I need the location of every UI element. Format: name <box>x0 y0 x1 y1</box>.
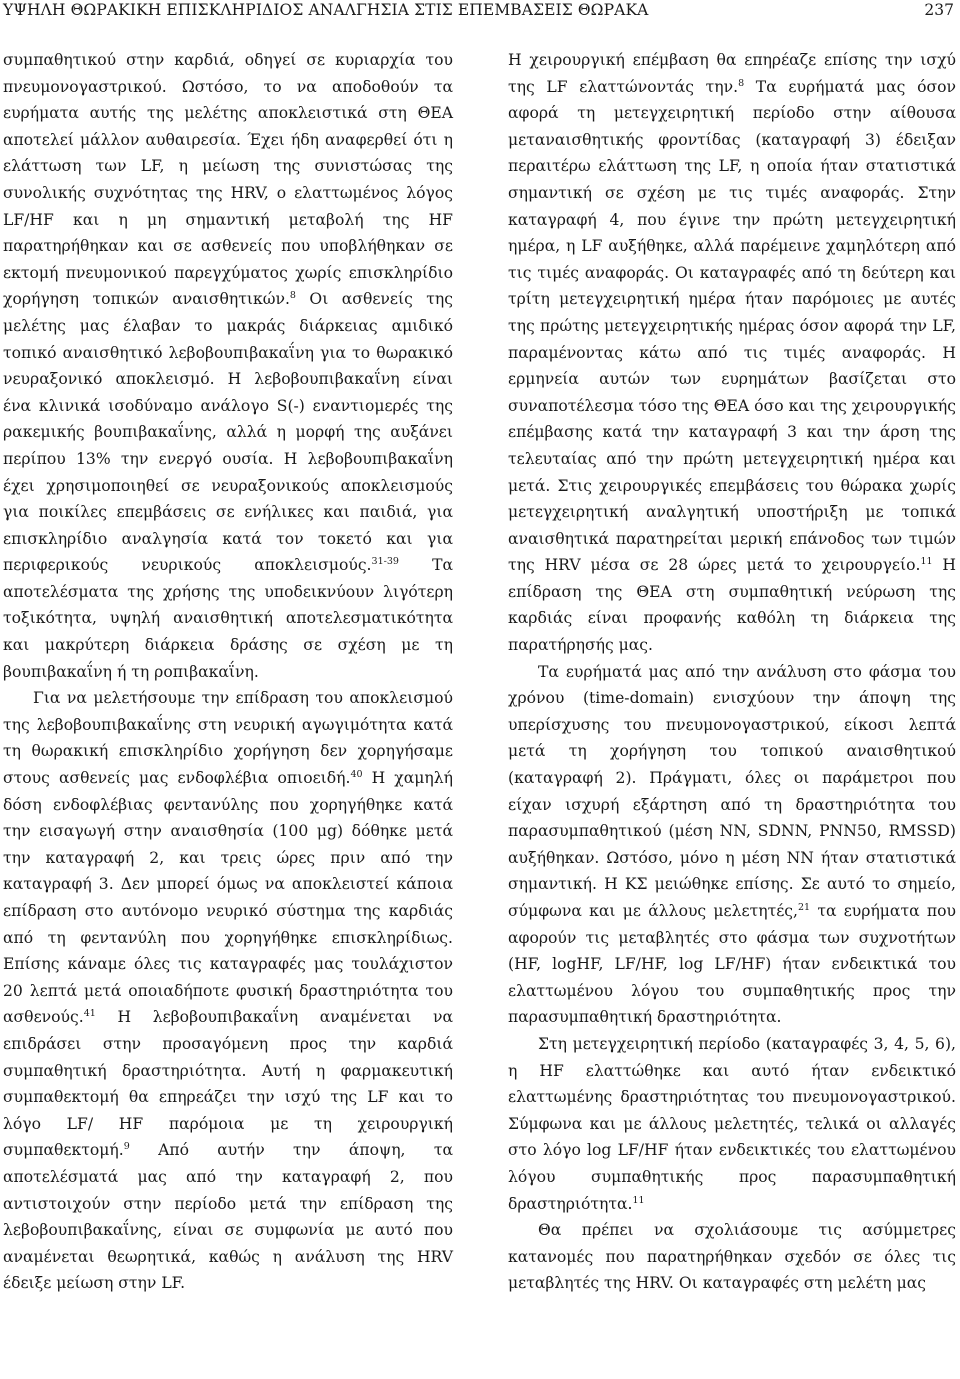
text-run: Οι ασθενείς της μελέτης μας έλαβαν το μακράς διάρκειας αμιδικό τοπικό αναισθητικό λεβοβουπιβακαΐνη για το θωρακικό νευραξονικό αποκλεισμό. Η λεβοβουπιβακαΐνη είναι ένα κλινικά ισοδύναμο ανάλογο S(-) εναντιομερές της ρακεμικής βουπιβακαΐνης, αλλά η μορφή της αυξάνει περίπου 13% την ενεργό ουσία. Η λεβοβουπιβακαΐνη έχει χρησιμοποιηθεί σε νευραξονικούς αποκλεισμούς για ποικίλες επεμβάσεις σε ενήλικες και παιδιά, για επισκληρίδιο αναλγησία κατά τον τοκετό και για περιφερικούς νευρικούς αποκλεισμούς. <box>3 290 453 575</box>
right-paragraph-2 <box>508 659 956 1031</box>
citation-ref: 41 <box>83 1008 96 1020</box>
text-run: Η επίδραση της ΘΕΑ στη συμπαθητική νεύρωση της καρδιάς είναι προφανής καθόλη τη διάρκεια της παρατήρησής μας. <box>508 556 956 655</box>
text-run: Για να μελετήσουμε την επίδραση του αποκλεισμού της λεβοβουπιβακαΐνης στη νευρική αγωγιμότητα κατά τη θωρακική επισκληρίδιο χορήγηση δεν χορηγήσαμε στους ασθενείς μας ενδοφλέβια οπιοειδή. <box>3 689 453 788</box>
left-column <box>3 47 453 1297</box>
left-paragraph-1 <box>3 47 453 685</box>
citation-ref: 9 <box>123 1141 130 1153</box>
running-title: ΥΨΗΛΗ ΘΩΡΑΚΙΚΗ ΕΠΙΣΚΛΗΡΙΔΙΟΣ ΑΝΑΛΓΗΣΙΑ ΣΤΙΣ ΕΠΕΜΒΑΣΕΙΣ ΘΩΡΑΚΑ <box>3 1 649 19</box>
text-run: Από αυτήν την άποψη, τα αποτελέσματά μας από την καταγραφή 2, που αντιστοιχούν στην περίοδο μετά την επίδραση της λεβοβουπιβακαΐνης, είναι σε συμφωνία με αυτό που αναμένεται θεωρητικά, καθώς η ανάλυση της HRV έδειξε μείωση στην LF. <box>3 1141 453 1293</box>
right-paragraph-1 <box>508 47 956 659</box>
text-run: συμπαθητικού στην καρδιά, οδηγεί σε κυριαρχία του πνευμονογαστρικού. Ωστόσο, το να αποδοθούν τα ευρήματα αυτής της μελέτης αποκλειστικά στη ΘΕΑ αποτελεί μάλλον αυθαιρεσία. Έχει ήδη αναφερθεί ότι η ελάττωση των LF, η μείωση της συνιστώσας της συνολικής συχνότητας της HRV, ο ελαττωμένος λόγος LF/HF και η μη σημαντική μεταβολή της HF παρατηρήθηκαν και σε ασθενείς που υποβλήθηκαν σε εκτομή πνευμονικού παρεγχύματος χωρίς επισκληρίδιο χορήγηση τοπικών αναισθητικών. <box>3 51 453 309</box>
right-paragraph-3 <box>508 1031 956 1217</box>
citation-ref: 11 <box>632 1194 645 1206</box>
citation-ref: 31-39 <box>371 556 399 568</box>
page-number: 237 <box>924 1 954 19</box>
right-column <box>508 47 956 1297</box>
citation-ref: 21 <box>797 902 811 913</box>
text-run: Θα πρέπει να σχολιάσουμε τις ασύμμετρες κατανομές που παρατηρήθηκαν σχεδόν σε όλες τις μεταβλητές της HRV. Οι καταγραφές στη μελέτη μας <box>508 1221 956 1293</box>
text-run: Η χαμηλή δόση ενδοφλέβιας φεντανύλης που χορηγήθηκε κατά την εισαγωγή στην αναισθησία (100 μg) δόθηκε μετά την καταγραφή 2, και τρεις ώρες πριν από την καταγραφή 3. Δεν μπορεί όμως να αποκλειστεί κάποια επίδραση στο αυτόνομο νευρικό σύστημα της καρδιάς από τη φεντανύλη που χορηγήθηκε επισκληρίδιως. Επίσης κάναμε όλες τις καταγραφές μας τουλάχιστον 20 λεπτά μετά οποιαδήποτε φυσική δραστηριότητα του ασθενούς. <box>3 769 453 1027</box>
text-run: Τα ευρήματά μας από την ανάλυση στο φάσμα του χρόνου (time-domain) ενισχύουν την άποψη της υπερίσχυσης του πνευμονογαστρικού, είκοσι λεπτά μετά τη χορήγηση του τοπικού αναισθητικού (καταγραφή 2). Πράγματι, όλες οι παράμετροι που είχαν ισχυρή εξάρτηση από τη δραστηριότητα του παρασυμπαθητικού (μέση NN, SDNN, PNN50, RMSSD) αυξήθηκαν. Ωστόσο, μόνο η μέση NN ήταν στατιστικά σημαντική. Η ΚΣ μειώθηκε επίσης. Σε αυτό το σημείο, σύμφωνα και με άλλους μελετητές, <box>508 662 956 920</box>
citation-ref: 8 <box>738 77 745 89</box>
text-run: Τα ευρήματά μας όσον αφορά τη μετεγχειρητική περίοδο στην αίθουσα μεταναισθητικής φροντίδας (καταγραφή 3) έδειξαν περαιτέρω ελάττωση της LF, η οποία ήταν στατιστικά σημαντική σε σχέση με τις τιμές αναφοράς. Στην καταγραφή 4, που έγινε την πρώτη μετεγχειρητική ημέρα, η LF αυξήθηκε, αλλά παρέμεινε χαμηλότερη από τις τιμές αναφοράς. Οι καταγραφές από τη δεύτερη και τρίτη μετεγχειρητική ημέρα ήταν παρόμοιες με αυτές της πρώτης μετεγχειρητικής ημέρας όσον αφορά την LF, παραμένοντας κάτω από τις τιμές αναφοράς. Η ερμηνεία αυτών των ευρημάτων βασίζεται στο συναποτέλεσμα τόσο της ΘΕΑ όσο και της χειρουργικής επέμβασης κατά την καταγραφή 3 και την άρση της τελευταίας από την πρώτη μετεγχειρητική ημέρα και μετά. Στις χειρουργικές επεμβάσεις του θώρακα χωρίς μετεγχειρητική αναλγητική υποστήριξη με τοπικά αναισθητικά παρατηρείται μερική επάνοδος των τιμών της HRV μέσα σε 28 ώρες μετά το χειρουργείο. <box>508 77 956 575</box>
left-paragraph-2 <box>3 685 453 1297</box>
citation-ref: 8 <box>289 290 296 302</box>
text-run: Στη μετεγχειρητική περίοδο (καταγραφές 3, 4, 5, 6), η HF ελαττώθηκε και αυτό ήταν ενδεικτικό ελαττωμένης δραστηριότητας του πνευμονογαστρικού. Σύμφωνα και με άλλους μελετητές, τελικά οι αλλαγές στο λόγο log LF/HF ήταν ενδεικτικές του ελαττωμένου λόγου συμπαθητικής προς παρασυμπαθητική δραστηριότητα. <box>508 1034 956 1213</box>
right-paragraph-4 <box>508 1217 956 1297</box>
text-run: Η λεβοβουπιβακαΐνη αναμένεται να επιδράσει στην προσαγόμενη προς την καρδιά συμπαθητική δραστηριότητα. Αυτή η φαρμακευτική συμπαθεκτομή θα επηρεάζει την ισχύ της LF και το λόγο LF/ HF παρόμοια με τη χειρουργική συμπαθεκτομή. <box>3 1008 453 1160</box>
citation-ref: 40 <box>350 769 363 781</box>
text-run: τα ευρήματα που αφορούν τις μεταβλητές στο φάσμα των συχνοτήτων (HF, logHF, LF/HF, log LF/HF) ήταν ενδεικτικά του ελαττωμένου λόγου του συμπαθητικής προς την παρασυμπαθητική δραστηριότητα. <box>508 902 956 1027</box>
page-header <box>0 0 960 34</box>
citation-ref: 11 <box>920 556 933 568</box>
text-run: Η χειρουργική επέμβαση θα επηρέαζε επίσης την ισχύ της LF ελαττώνοντάς την. <box>508 51 956 96</box>
text-run: Τα αποτελέσματα της χρήσης της υποδεικνύουν λιγότερη τοξικότητα, υψηλή αναισθητική αποτελεσματικότητα και μακρύτερη διάρκεια δράσης σε σχέση με τη βουπιβακαΐνη ή τη ροπιβακαΐνη. <box>3 556 453 681</box>
